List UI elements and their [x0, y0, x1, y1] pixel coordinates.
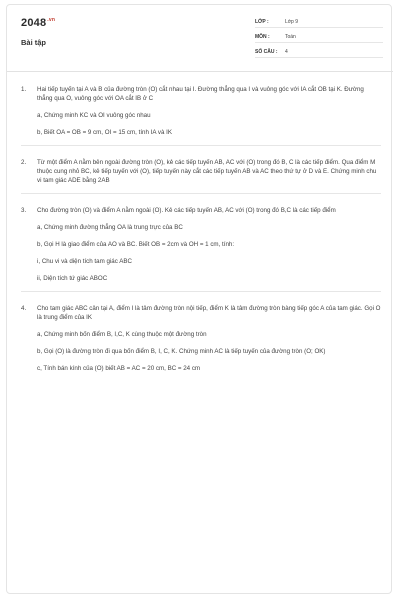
meta-subject-label: MÔN : [255, 34, 270, 40]
question-number: 3. [21, 207, 27, 214]
question-divider [21, 193, 381, 194]
meta-grade [255, 19, 383, 29]
question-stem: Cho tam giác ABC cân tại A, điểm I là tâm đường tròn nội tiếp, điểm K là tâm đường tròn bàng tiếp góc A của tam giác. Gọi O là trung điểm của IK [37, 305, 381, 321]
question-part: b, Gọi H là giao điểm của AO và BC. Biết OB = 2cm và OH = 1 cm, tính: [37, 241, 235, 248]
meta-divider [255, 42, 383, 43]
question-number: 1. [21, 86, 27, 93]
question-number: 2. [21, 159, 27, 166]
meta-grade-label: LỚP : [255, 19, 269, 25]
site-logo[interactable]: $2048^{.vn}$ [21, 17, 56, 29]
question-stem: Cho đường tròn (O) và điểm A nằm ngoài (O). Kẻ các tiếp tuyến AB, AC với (O) trong đó B,C là các tiếp điểm [37, 207, 336, 214]
meta-grade-value: Lớp 9 [285, 19, 299, 25]
question-item [21, 304, 381, 373]
worksheet-title: Bài tập [21, 38, 47, 47]
question-item [21, 158, 381, 185]
question-part: a, Chứng minh KC và OI vuông góc nhau [37, 112, 151, 119]
meta-subject [255, 34, 383, 44]
question-part: c, Tính bán kính của (O) biết AB = AC = 20 cm, BC = 24 cm [37, 365, 201, 372]
meta-count-label: SỐ CÂU : [255, 49, 278, 55]
meta-count-value: 4 [285, 49, 288, 55]
question-part: b, Gọi (O) là đường tròn đi qua bốn điểm B, I, C, K. Chứng minh AC là tiếp tuyến của đường tròn (O; OK) [37, 348, 326, 355]
question-stem: Hai tiếp tuyến tại A và B của đường tròn (O) cắt nhau tại I. Đường thẳng qua I và vuông góc với IA cắt OB tại K. Đường thẳng qua O, vuông góc với OA cắt IB ở C [37, 86, 364, 102]
question-stem: Từ một điểm A nằm bên ngoài đường tròn (O), kẻ các tiếp tuyến AB, AC với (O) trong đó B, C là các tiếp điểm. Qua điểm M thuộc cung nhỏ BC, kẻ tiếp tuyến với (O), tiếp tuyến này cắt các tiếp tuyến AB và AC theo thứ tự ở D và E. Chứng minh chu vi tam giác ADE bằng 2AB [37, 159, 377, 184]
question-item [21, 85, 381, 137]
question-item [21, 206, 381, 283]
worksheet-header [7, 5, 393, 72]
question-list [21, 85, 381, 381]
question-part: a, Chứng minh đường thẳng OA là trung trực của BC [37, 224, 183, 231]
question-divider [21, 145, 381, 146]
meta-subject-value: Toán [285, 34, 296, 40]
worksheet [6, 4, 392, 594]
meta-divider [255, 27, 383, 28]
question-part: a, Chứng minh bốn điểm B, I,C, K cùng thuộc một đường tròn [37, 331, 207, 338]
meta-count [255, 49, 383, 59]
question-part: b, Biết OA = OB = 9 cm, OI = 15 cm, tính IA và IK [37, 129, 172, 136]
question-part: ii, Diện tích tứ giác ABOC [37, 275, 108, 282]
question-part: i, Chu vi và diện tích tam giác ABC [37, 258, 132, 265]
question-divider [21, 291, 381, 292]
question-number: 4. [21, 305, 27, 312]
meta-divider [255, 57, 383, 58]
